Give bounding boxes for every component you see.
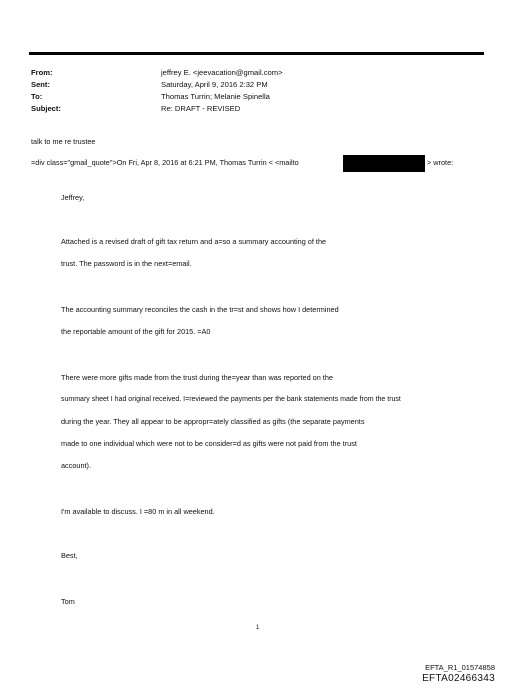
page-number: 1 xyxy=(256,625,260,631)
to-value: Thomas Turrin; Melanie Spinella xyxy=(161,92,270,101)
paragraph-line: trust. The password is in the next=email. xyxy=(61,259,192,268)
redaction-box xyxy=(343,155,425,172)
paragraph-line: There were more gifts made from the trust during the=year than was reported on the xyxy=(61,373,333,382)
paragraph-line: I'm available to discuss. I =80 m in all weekend. xyxy=(61,507,215,516)
paragraph-line: Attached is a revised draft of gift tax return and a=so a summary accounting of the xyxy=(61,237,327,246)
paragraph-line: the reportable amount of the gift for 2015. =A0 xyxy=(61,327,211,336)
sent-label: Sent: xyxy=(31,80,50,89)
from-value: jeffrey E. <jeevacation@gmail.com> xyxy=(161,68,283,77)
footer-id-secondary: EFTA02466343 xyxy=(422,673,495,684)
paragraph-line: made to one individual which were not to be consider=d as gifts were not paid from the trust xyxy=(61,439,357,448)
from-label: From: xyxy=(31,68,53,77)
paragraph-line: The accounting summary reconciles the cash in the tr=st and shows how I determined xyxy=(61,305,339,314)
greeting: Jeffrey, xyxy=(61,193,85,202)
quote-header: =div class="gmail_quote">On Fri, Apr 8, 2016 at 6:21 PM, Thomas Turrin < <mailto xyxy=(31,158,299,167)
paragraph-line: account). xyxy=(61,461,92,470)
reply-text: talk to me re trustee xyxy=(31,137,96,146)
header-rule xyxy=(29,52,484,55)
footer-id-primary: EFTA_R1_01574858 xyxy=(425,663,495,672)
quote-header-end: > wrote: xyxy=(427,158,454,167)
closing: Best, xyxy=(61,551,78,560)
signature: Tom xyxy=(61,597,75,606)
subject-label: Subject: xyxy=(31,104,61,113)
paragraph-line: summary sheet I had original received. I=reviewed the payments per the bank statements made from the trust xyxy=(61,396,401,403)
to-label: To: xyxy=(31,92,43,101)
sent-value: Saturday, April 9, 2016 2:32 PM xyxy=(161,80,268,89)
subject-value: Re: DRAFT - REVISED xyxy=(161,104,241,113)
paragraph-line: during the year. They all appear to be appropr=ately classified as gifts (the separate payments xyxy=(61,417,365,426)
